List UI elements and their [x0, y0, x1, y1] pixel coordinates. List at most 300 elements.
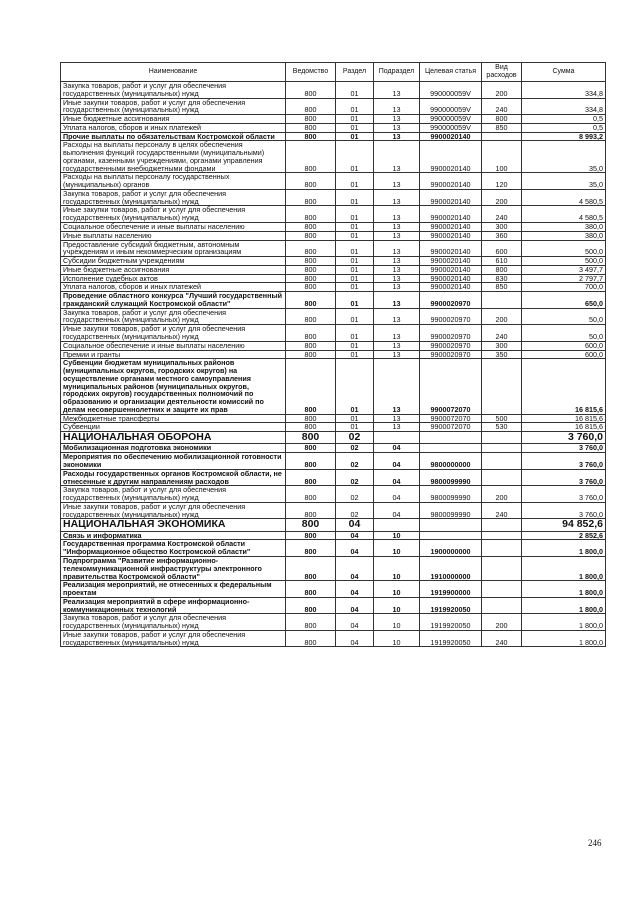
- cell-name: Предоставление субсидий бюджетным, автономным учреждениям и иным некоммерческим организациям: [61, 240, 286, 257]
- cell-razdel: 01: [336, 82, 374, 99]
- cell-statya: 9900020140: [420, 189, 482, 206]
- cell-razdel: 01: [336, 423, 374, 432]
- cell-vid: [482, 519, 522, 531]
- cell-vedomstvo: 800: [286, 614, 336, 631]
- cell-vedomstvo: 800: [286, 98, 336, 115]
- cell-name: Мероприятия по обеспечению мобилизационной готовности экономики: [61, 453, 286, 470]
- cell-vid: 800: [482, 265, 522, 274]
- cell-summa: 94 852,6: [522, 519, 606, 531]
- cell-statya: 9900072070: [420, 359, 482, 414]
- cell-summa: 8 993,2: [522, 132, 606, 141]
- cell-vedomstvo: 800: [286, 531, 336, 540]
- cell-vedomstvo: 800: [286, 486, 336, 503]
- cell-vedomstvo: 800: [286, 265, 336, 274]
- cell-statya: [420, 519, 482, 531]
- cell-statya: [420, 531, 482, 540]
- cell-statya: 1919900000: [420, 581, 482, 598]
- cell-vid: 300: [482, 223, 522, 232]
- cell-vid: 800: [482, 115, 522, 124]
- cell-name: Реализация мероприятий в сфере информационно-коммуникационных технологий: [61, 597, 286, 614]
- cell-vedomstvo: 800: [286, 341, 336, 350]
- cell-statya: 9900020970: [420, 292, 482, 309]
- cell-name: Закупка товаров, работ и услуг для обеспечения государственных (муниципальных) нужд: [61, 308, 286, 325]
- cell-razdel: 01: [336, 274, 374, 283]
- cell-vid: [482, 292, 522, 309]
- cell-name: Иные бюджетные ассигнования: [61, 115, 286, 124]
- cell-razdel: 01: [336, 283, 374, 292]
- cell-vid: [482, 557, 522, 581]
- cell-vedomstvo: 800: [286, 519, 336, 531]
- cell-vid: 240: [482, 98, 522, 115]
- cell-vid: [482, 132, 522, 141]
- cell-razdel: 01: [336, 414, 374, 423]
- cell-summa: 1 800,0: [522, 597, 606, 614]
- cell-statya: 990000059V: [420, 115, 482, 124]
- cell-statya: 9900020140: [420, 283, 482, 292]
- cell-name: Социальное обеспечение и иные выплаты населению: [61, 223, 286, 232]
- cell-statya: 9900020140: [420, 206, 482, 223]
- cell-vedomstvo: 800: [286, 630, 336, 647]
- cell-statya: 1900000000: [420, 540, 482, 557]
- cell-podrazdel: 13: [374, 240, 420, 257]
- cell-razdel: 01: [336, 223, 374, 232]
- cell-razdel: 02: [336, 432, 374, 444]
- cell-razdel: 01: [336, 308, 374, 325]
- cell-name: Расходы на выплаты персоналу в целях обеспечения выполнения функций государственными (муниципальными) органами, казенными учреждениями, органами управления государственными внебюджетными фондами: [61, 141, 286, 173]
- cell-summa: 700,0: [522, 283, 606, 292]
- cell-vedomstvo: 800: [286, 283, 336, 292]
- cell-podrazdel: 13: [374, 325, 420, 342]
- cell-podrazdel: 04: [374, 444, 420, 453]
- cell-razdel: 01: [336, 206, 374, 223]
- cell-statya: 9900020140: [420, 240, 482, 257]
- cell-statya: 9900020140: [420, 231, 482, 240]
- table-row: [61, 432, 606, 444]
- cell-razdel: 04: [336, 597, 374, 614]
- cell-name: Иные закупки товаров, работ и услуг для обеспечения государственных (муниципальных) нужд: [61, 98, 286, 115]
- cell-summa: 3 760,0: [522, 486, 606, 503]
- cell-statya: [420, 444, 482, 453]
- cell-vedomstvo: 800: [286, 444, 336, 453]
- cell-statya: 9900020140: [420, 173, 482, 190]
- cell-vid: 850: [482, 283, 522, 292]
- cell-razdel: 02: [336, 502, 374, 519]
- table-header-row: [61, 63, 606, 82]
- cell-summa: 600,0: [522, 341, 606, 350]
- cell-statya: 1919920050: [420, 630, 482, 647]
- cell-razdel: 04: [336, 614, 374, 631]
- cell-name: Иные закупки товаров, работ и услуг для обеспечения государственных (муниципальных) нужд: [61, 502, 286, 519]
- cell-statya: 9800099990: [420, 486, 482, 503]
- cell-podrazdel: 13: [374, 265, 420, 274]
- cell-vid: 240: [482, 206, 522, 223]
- table-row: [61, 469, 606, 486]
- cell-podrazdel: 10: [374, 597, 420, 614]
- cell-podrazdel: 13: [374, 231, 420, 240]
- cell-razdel: 04: [336, 581, 374, 598]
- cell-summa: 1 800,0: [522, 614, 606, 631]
- table-row: [61, 486, 606, 503]
- cell-name: Субвенции бюджетам муниципальных районов (муниципальных округов, городских округов) на осуществление органами местного самоуправления муниципальных районов (муниципальных округов, городских округов) государственных полномочий по образованию и организации деятельности комиссий по делам несовершеннолетних и защите их прав: [61, 359, 286, 414]
- cell-vid: [482, 453, 522, 470]
- cell-razdel: 01: [336, 173, 374, 190]
- cell-podrazdel: 10: [374, 630, 420, 647]
- cell-razdel: 04: [336, 557, 374, 581]
- header-vedomstvo: Ведомство: [286, 63, 336, 82]
- cell-name: НАЦИОНАЛЬНАЯ ЭКОНОМИКА: [61, 519, 286, 531]
- cell-name: Межбюджетные трансферты: [61, 414, 286, 423]
- cell-vid: 300: [482, 341, 522, 350]
- cell-summa: 1 800,0: [522, 581, 606, 598]
- table-row: [61, 123, 606, 132]
- cell-summa: 3 760,0: [522, 469, 606, 486]
- cell-podrazdel: 13: [374, 423, 420, 432]
- cell-podrazdel: 13: [374, 123, 420, 132]
- cell-podrazdel: 13: [374, 341, 420, 350]
- header-statya: Целевая статья: [420, 63, 482, 82]
- cell-vid: 200: [482, 82, 522, 99]
- table-row: [61, 519, 606, 531]
- table-row: [61, 132, 606, 141]
- cell-vid: 500: [482, 414, 522, 423]
- cell-vedomstvo: 800: [286, 231, 336, 240]
- table-row: [61, 614, 606, 631]
- table-row: [61, 557, 606, 581]
- cell-vedomstvo: 800: [286, 557, 336, 581]
- table-row: [61, 141, 606, 173]
- cell-name: Иные закупки товаров, работ и услуг для обеспечения государственных (муниципальных) нужд: [61, 630, 286, 647]
- cell-summa: 334,8: [522, 82, 606, 99]
- cell-statya: 990000059V: [420, 82, 482, 99]
- cell-summa: 2 852,6: [522, 531, 606, 540]
- cell-name: Подпрограмма "Развитие информационно-телекоммуникационной инфраструктуры электронного правительства Костромской области": [61, 557, 286, 581]
- cell-vedomstvo: 800: [286, 206, 336, 223]
- cell-razdel: 01: [336, 292, 374, 309]
- table-row: [61, 206, 606, 223]
- cell-summa: 500,0: [522, 240, 606, 257]
- cell-podrazdel: 13: [374, 189, 420, 206]
- table-row: [61, 423, 606, 432]
- cell-statya: 9900020140: [420, 257, 482, 266]
- table-row: [61, 274, 606, 283]
- cell-vedomstvo: 800: [286, 597, 336, 614]
- cell-statya: 9900020970: [420, 308, 482, 325]
- cell-vedomstvo: 800: [286, 173, 336, 190]
- cell-summa: 380,0: [522, 231, 606, 240]
- cell-statya: 9900020140: [420, 141, 482, 173]
- cell-statya: 9900072070: [420, 423, 482, 432]
- table-row: [61, 531, 606, 540]
- cell-podrazdel: 13: [374, 274, 420, 283]
- cell-podrazdel: 13: [374, 141, 420, 173]
- table-row: [61, 82, 606, 99]
- table-row: [61, 265, 606, 274]
- cell-statya: 1910000000: [420, 557, 482, 581]
- cell-razdel: 04: [336, 540, 374, 557]
- cell-vedomstvo: 800: [286, 308, 336, 325]
- cell-vid: 240: [482, 630, 522, 647]
- cell-razdel: 01: [336, 265, 374, 274]
- cell-statya: 9900020140: [420, 265, 482, 274]
- cell-name: Закупка товаров, работ и услуг для обеспечения государственных (муниципальных) нужд: [61, 189, 286, 206]
- cell-summa: 3 760,0: [522, 432, 606, 444]
- cell-statya: 9900072070: [420, 414, 482, 423]
- header-razdel: Раздел: [336, 63, 374, 82]
- table-row: [61, 350, 606, 359]
- header-name: Наименование: [61, 63, 286, 82]
- cell-name: Расходы на выплаты персоналу государственных (муниципальных) органов: [61, 173, 286, 190]
- cell-razdel: 01: [336, 325, 374, 342]
- cell-summa: 3 760,0: [522, 453, 606, 470]
- cell-statya: 9900020140: [420, 274, 482, 283]
- cell-podrazdel: 13: [374, 173, 420, 190]
- header-vid: Вид расходов: [482, 63, 522, 82]
- cell-name: Мобилизационная подготовка экономики: [61, 444, 286, 453]
- cell-vid: 360: [482, 231, 522, 240]
- cell-podrazdel: 13: [374, 98, 420, 115]
- table-row: [61, 414, 606, 423]
- cell-razdel: 01: [336, 189, 374, 206]
- cell-name: Иные закупки товаров, работ и услуг для обеспечения государственных (муниципальных) нужд: [61, 325, 286, 342]
- cell-vid: 610: [482, 257, 522, 266]
- cell-statya: 9900020970: [420, 325, 482, 342]
- table-row: [61, 581, 606, 598]
- cell-summa: 2 797,7: [522, 274, 606, 283]
- cell-podrazdel: 10: [374, 614, 420, 631]
- cell-podrazdel: [374, 432, 420, 444]
- cell-vedomstvo: 800: [286, 257, 336, 266]
- cell-vid: [482, 432, 522, 444]
- table-row: [61, 292, 606, 309]
- cell-razdel: 01: [336, 141, 374, 173]
- cell-podrazdel: 13: [374, 414, 420, 423]
- cell-razdel: 01: [336, 132, 374, 141]
- cell-name: Премии и гранты: [61, 350, 286, 359]
- table-row: [61, 231, 606, 240]
- table-row: [61, 189, 606, 206]
- cell-podrazdel: 10: [374, 557, 420, 581]
- cell-summa: 1 800,0: [522, 540, 606, 557]
- cell-podrazdel: 13: [374, 82, 420, 99]
- cell-name: Субвенции: [61, 423, 286, 432]
- cell-vedomstvo: 800: [286, 423, 336, 432]
- cell-vedomstvo: 800: [286, 359, 336, 414]
- cell-vedomstvo: 800: [286, 123, 336, 132]
- cell-podrazdel: 13: [374, 292, 420, 309]
- cell-razdel: 02: [336, 486, 374, 503]
- cell-name: Иные закупки товаров, работ и услуг для обеспечения государственных (муниципальных) нужд: [61, 206, 286, 223]
- cell-vid: 600: [482, 240, 522, 257]
- cell-name: Закупка товаров, работ и услуг для обеспечения государственных (муниципальных) нужд: [61, 614, 286, 631]
- cell-podrazdel: 13: [374, 283, 420, 292]
- table-row: [61, 453, 606, 470]
- cell-podrazdel: 13: [374, 132, 420, 141]
- cell-razdel: 02: [336, 469, 374, 486]
- cell-razdel: 01: [336, 98, 374, 115]
- cell-name: НАЦИОНАЛЬНАЯ ОБОРОНА: [61, 432, 286, 444]
- cell-summa: 0,5: [522, 115, 606, 124]
- cell-vid: 200: [482, 308, 522, 325]
- cell-vid: 240: [482, 502, 522, 519]
- cell-vid: [482, 444, 522, 453]
- cell-summa: 35,0: [522, 141, 606, 173]
- cell-vedomstvo: 800: [286, 141, 336, 173]
- cell-summa: 3 760,0: [522, 502, 606, 519]
- table-row: [61, 540, 606, 557]
- cell-vid: [482, 531, 522, 540]
- table-row: [61, 341, 606, 350]
- cell-podrazdel: [374, 519, 420, 531]
- cell-podrazdel: 13: [374, 350, 420, 359]
- cell-podrazdel: 04: [374, 469, 420, 486]
- cell-summa: 4 580,5: [522, 206, 606, 223]
- cell-vid: 120: [482, 173, 522, 190]
- cell-vedomstvo: 800: [286, 240, 336, 257]
- cell-podrazdel: 13: [374, 223, 420, 232]
- cell-name: Закупка товаров, работ и услуг для обеспечения государственных (муниципальных) нужд: [61, 486, 286, 503]
- cell-vid: [482, 540, 522, 557]
- cell-razdel: 01: [336, 350, 374, 359]
- cell-vid: [482, 469, 522, 486]
- cell-summa: 600,0: [522, 350, 606, 359]
- cell-razdel: 01: [336, 123, 374, 132]
- budget-table: [60, 62, 606, 647]
- cell-podrazdel: 13: [374, 359, 420, 414]
- cell-podrazdel: 13: [374, 308, 420, 325]
- page-number: 246: [588, 838, 602, 848]
- cell-vid: 100: [482, 141, 522, 173]
- table-row: [61, 257, 606, 266]
- cell-razdel: 02: [336, 453, 374, 470]
- cell-vid: [482, 359, 522, 414]
- cell-statya: [420, 432, 482, 444]
- cell-vid: 350: [482, 350, 522, 359]
- cell-podrazdel: 04: [374, 453, 420, 470]
- cell-razdel: 04: [336, 519, 374, 531]
- cell-summa: 16 815,6: [522, 359, 606, 414]
- table-row: [61, 444, 606, 453]
- cell-summa: 650,0: [522, 292, 606, 309]
- cell-razdel: 01: [336, 115, 374, 124]
- cell-vedomstvo: 800: [286, 223, 336, 232]
- cell-summa: 35,0: [522, 173, 606, 190]
- cell-vid: 850: [482, 123, 522, 132]
- cell-name: Государственная программа Костромской области "Информационное общество Костромской области": [61, 540, 286, 557]
- cell-statya: 9800099990: [420, 502, 482, 519]
- cell-name: Реализация мероприятий, не отнесенных к федеральным проектам: [61, 581, 286, 598]
- table-row: [61, 502, 606, 519]
- cell-vid: 830: [482, 274, 522, 283]
- cell-vedomstvo: 800: [286, 325, 336, 342]
- cell-vedomstvo: 800: [286, 540, 336, 557]
- cell-summa: 4 580,5: [522, 189, 606, 206]
- cell-summa: 500,0: [522, 257, 606, 266]
- cell-vedomstvo: 800: [286, 469, 336, 486]
- cell-razdel: 01: [336, 341, 374, 350]
- cell-vedomstvo: 800: [286, 115, 336, 124]
- cell-vid: 200: [482, 486, 522, 503]
- header-summa: Сумма: [522, 63, 606, 82]
- cell-podrazdel: 13: [374, 115, 420, 124]
- cell-statya: 1919920050: [420, 614, 482, 631]
- cell-vedomstvo: 800: [286, 453, 336, 470]
- table-row: [61, 98, 606, 115]
- table-row: [61, 597, 606, 614]
- table-row: [61, 223, 606, 232]
- table-row: [61, 240, 606, 257]
- cell-podrazdel: 04: [374, 486, 420, 503]
- table-row: [61, 115, 606, 124]
- cell-razdel: 01: [336, 231, 374, 240]
- cell-razdel: 04: [336, 531, 374, 540]
- cell-podrazdel: 13: [374, 257, 420, 266]
- cell-name: Проведение областного конкурса "Лучший государственный гражданский служащий Костромской области": [61, 292, 286, 309]
- cell-razdel: 01: [336, 359, 374, 414]
- table-row: [61, 173, 606, 190]
- table-body: [61, 82, 606, 647]
- cell-name: Иные бюджетные ассигнования: [61, 265, 286, 274]
- cell-vid: 530: [482, 423, 522, 432]
- table-row: [61, 359, 606, 414]
- cell-summa: 3 760,0: [522, 444, 606, 453]
- header-podrazdel: Подраздел: [374, 63, 420, 82]
- cell-summa: 50,0: [522, 325, 606, 342]
- cell-name: Иные выплаты населению: [61, 231, 286, 240]
- cell-vedomstvo: 800: [286, 432, 336, 444]
- cell-statya: 9900020970: [420, 341, 482, 350]
- cell-summa: 334,8: [522, 98, 606, 115]
- cell-summa: 1 800,0: [522, 557, 606, 581]
- cell-vid: 200: [482, 189, 522, 206]
- cell-vid: 200: [482, 614, 522, 631]
- cell-name: Расходы государственных органов Костромской области, не отнесенные к другим направлениям расходов: [61, 469, 286, 486]
- cell-name: Социальное обеспечение и иные выплаты населению: [61, 341, 286, 350]
- cell-name: Исполнение судебных актов: [61, 274, 286, 283]
- cell-vid: [482, 581, 522, 598]
- cell-name: Субсидии бюджетным учреждениям: [61, 257, 286, 266]
- cell-summa: 16 815,6: [522, 423, 606, 432]
- cell-vedomstvo: 800: [286, 292, 336, 309]
- table-row: [61, 630, 606, 647]
- cell-razdel: 01: [336, 257, 374, 266]
- cell-vedomstvo: 800: [286, 274, 336, 283]
- cell-summa: 0,5: [522, 123, 606, 132]
- cell-name: Связь и информатика: [61, 531, 286, 540]
- table-row: [61, 325, 606, 342]
- cell-summa: 1 800,0: [522, 630, 606, 647]
- cell-statya: 9900020970: [420, 350, 482, 359]
- cell-statya: 9900020140: [420, 223, 482, 232]
- cell-razdel: 04: [336, 630, 374, 647]
- cell-summa: 16 815,6: [522, 414, 606, 423]
- cell-vid: 240: [482, 325, 522, 342]
- cell-name: Уплата налогов, сборов и иных платежей: [61, 123, 286, 132]
- cell-razdel: 01: [336, 240, 374, 257]
- cell-statya: 990000059V: [420, 123, 482, 132]
- cell-statya: 990000059V: [420, 98, 482, 115]
- cell-podrazdel: 10: [374, 581, 420, 598]
- cell-podrazdel: 13: [374, 206, 420, 223]
- table-row: [61, 283, 606, 292]
- cell-vedomstvo: 800: [286, 132, 336, 141]
- cell-statya: 1919920050: [420, 597, 482, 614]
- cell-vedomstvo: 800: [286, 502, 336, 519]
- cell-name: Закупка товаров, работ и услуг для обеспечения государственных (муниципальных) нужд: [61, 82, 286, 99]
- cell-statya: 9800000000: [420, 453, 482, 470]
- cell-podrazdel: 04: [374, 502, 420, 519]
- cell-vedomstvo: 800: [286, 581, 336, 598]
- cell-summa: 50,0: [522, 308, 606, 325]
